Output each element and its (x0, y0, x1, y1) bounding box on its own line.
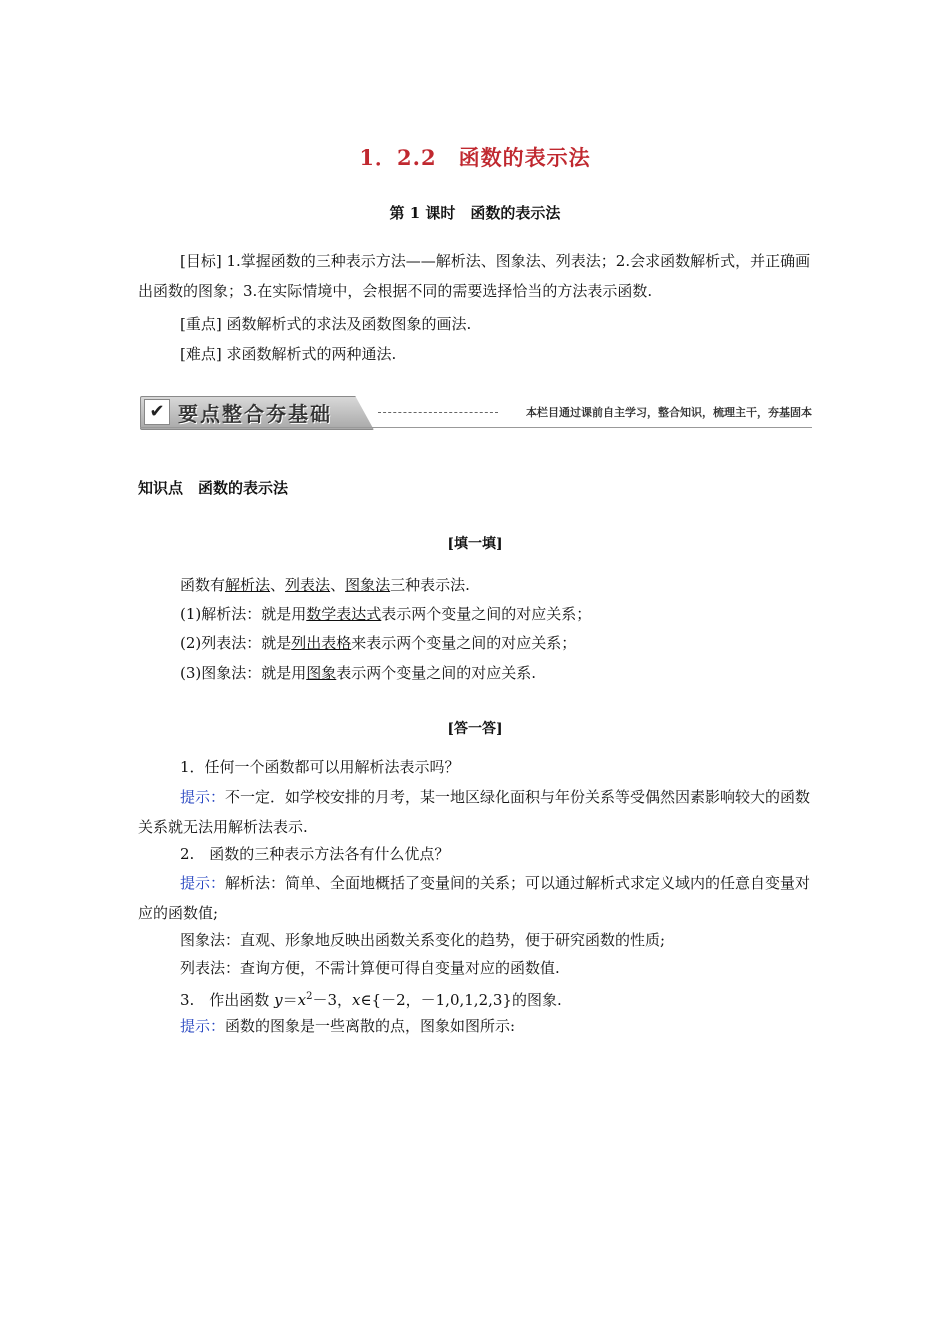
hint-label: 提示： (180, 788, 226, 806)
answer-2 (138, 868, 813, 928)
hard-paragraph (138, 339, 813, 369)
text-span: 、 (270, 576, 286, 594)
answer-heading: [答一答] (447, 721, 503, 737)
underlined-answer: 列出表格 (291, 634, 352, 652)
key-text: 函数解析式的求法及函数图象的画法. (221, 315, 472, 333)
text-span: 表示两个变量之间的对应关系； (381, 605, 592, 623)
banner-note: 本栏目通过课前自主学习，整合知识，梳理主干，夯基固本 (526, 406, 812, 419)
math-sup: 2 (306, 991, 313, 1002)
fill-line-1 (138, 570, 813, 600)
underlined-answer: 图象 (306, 664, 337, 682)
math-var: x (297, 991, 307, 1009)
underlined-answer: 数学表达式 (306, 605, 382, 623)
text-span: 3. 作出函数 (180, 991, 275, 1009)
hard-text: 求函数解析式的两种通法. (221, 345, 397, 363)
question-1: 1．任何一个函数都可以用解析法表示吗？ (180, 758, 460, 776)
underlined-answer: 图象法 (345, 576, 391, 594)
key-paragraph (138, 309, 813, 339)
text-span: 、 (330, 576, 346, 594)
answer-text: 解析法：简单、全面地概括了变量间的关系；可以通过解析式求定义域内的任意自变量对应的函数值; (138, 874, 811, 922)
text-span: (3)图象法：就是用 (180, 664, 307, 682)
page-subtitle: 第 1 课时 函数的表示法 (389, 204, 561, 222)
question-2: 2. 函数的三种表示方法各有什么优点？ (180, 845, 450, 863)
answer-3 (138, 1011, 813, 1041)
goal-text: 1.掌握函数的三种表示方法——解析法、图象法、列表法；2.会求函数解析式，并正确画出函数的图象；3.在实际情境中，会根据不同的需要选择恰当的方法表示函数. (138, 252, 811, 300)
answer-text: 函数的图象是一些离散的点，图象如图所示: (225, 1017, 516, 1035)
answer-2-graph: 图象法：直观、形象地反映出函数关系变化的趋势，便于研究函数的性质; (180, 931, 666, 949)
banner-dash-line (378, 412, 498, 413)
text-span: 来表示两个变量之间的对应关系； (351, 634, 577, 652)
hint-label: 提示： (180, 1017, 226, 1035)
text-span: －3， (312, 991, 352, 1009)
answer-2-table: 列表法：查询方便，不需计算便可得自变量对应的函数值. (180, 959, 560, 977)
answer-1 (138, 782, 813, 842)
fill-line-3 (138, 628, 813, 658)
math-var: y (274, 991, 283, 1009)
answer-text: 不一定．如学校安排的月考，某一地区绿化面积与年份关系等受偶然因素影响较大的函数关系就无法用解析法表示. (138, 788, 811, 836)
text-span: 表示两个变量之间的对应关系. (336, 664, 537, 682)
page-title: 1．2.2 函数的表示法 (359, 145, 591, 170)
math-var: x (351, 991, 361, 1009)
fill-line-4 (138, 658, 813, 688)
text-span: (1)解析法：就是用 (180, 605, 307, 623)
section-banner (140, 396, 812, 428)
key-tag: [重点] (180, 315, 222, 333)
hard-tag: [难点] (180, 345, 222, 363)
underlined-answer: 列表法 (285, 576, 331, 594)
banner-underline (140, 427, 812, 428)
underlined-answer: 解析法 (225, 576, 271, 594)
hint-label: 提示： (180, 874, 226, 892)
banner-title: 要点整合夯基础 (178, 402, 332, 426)
text-span: (2)列表法：就是 (180, 634, 292, 652)
checkmark-icon: ✔ (144, 399, 170, 425)
knowledge-heading: 知识点 函数的表示法 (138, 479, 289, 497)
fill-heading: [填一填] (447, 536, 503, 552)
text-span: 三种表示法. (390, 576, 470, 594)
goal-tag: [目标] (180, 252, 222, 270)
goal-paragraph (138, 246, 813, 306)
text-span: ＝ (282, 991, 298, 1009)
text-span: 函数有 (180, 576, 226, 594)
fill-line-2 (138, 599, 813, 629)
text-span: ∈{－2，－1,0,1,2,3}的图象. (360, 991, 562, 1009)
